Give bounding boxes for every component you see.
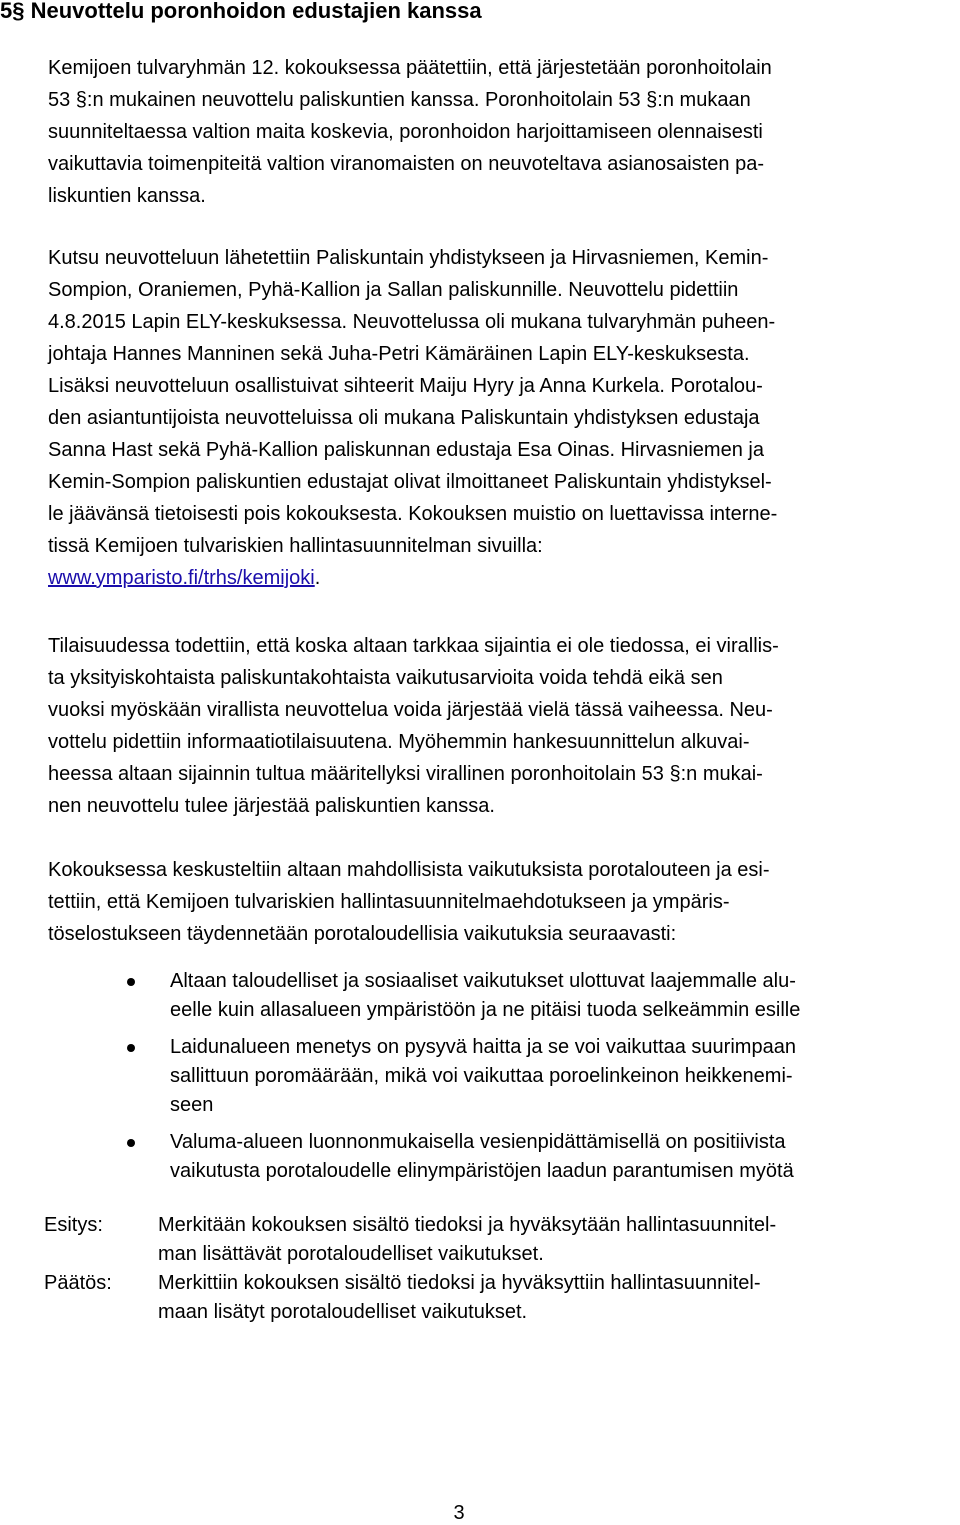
page-number: 3	[453, 1502, 465, 1524]
text-line: maan lisätyt porotaloudelliset vaikutukset.	[158, 1301, 528, 1323]
text-line: seen	[170, 1094, 214, 1116]
section-heading: 5§ Neuvottelu poronhoidon edustajien kanssa	[0, 0, 482, 23]
text-line: sallittuun poromäärään, mikä voi vaikuttaa poroelinkeinon heikkenemi-	[170, 1065, 793, 1087]
text-line: Kemin-Sompion paliskuntien edustajat olivat ilmoittaneet Paliskuntain yhdistyksel-	[48, 471, 772, 493]
text-line: Lisäksi neuvotteluun osallistuivat sihteerit Maiju Hyry ja Anna Kurkela. Porotalou-	[48, 375, 763, 397]
text-line: vaikuttavia toimenpiteitä valtion viranomaisten on neuvoteltava asianosaisten pa-	[48, 153, 764, 175]
text-line: Laidunalueen menetys on pysyvä haitta ja se voi vaikuttaa suurimpaan	[170, 1036, 796, 1058]
text-line: suunniteltaessa valtion maita koskevia, poronhoidon harjoittamiseen olennaisesti	[48, 121, 763, 143]
link-line	[48, 562, 954, 594]
list-item	[120, 1033, 960, 1120]
text-line: vuoksi myöskään virallista neuvottelua voida järjestää vielä tässä vaiheessa. Neu-	[48, 699, 773, 721]
text-line: tettiin, että Kemijoen tulvariskien hallintasuunnitelmaehdotukseen ja ympäris-	[48, 891, 730, 913]
link-suffix: .	[314, 567, 321, 589]
list-item	[120, 1128, 960, 1186]
text-line: Sanna Hast sekä Pyhä-Kallion paliskunnan edustaja Esa Oinas. Hirvasniemen ja	[48, 439, 764, 461]
proposal-label: Esitys:	[44, 1214, 103, 1236]
text-line: heessa altaan sijainnin tultua määritellyksi virallinen poronhoitolain 53 §:n mukai-	[48, 763, 763, 785]
text-line: 4.8.2015 Lapin ELY-keskuksessa. Neuvottelussa oli mukana tulvaryhmän puheen-	[48, 311, 776, 333]
text-line: Tilaisuudessa todettiin, että koska altaan tarkkaa sijaintia ei ole tiedossa, ei virallis-	[48, 635, 779, 657]
text-line: Valuma-alueen luonnonmukaisella vesienpidättämisellä on positiivista	[170, 1131, 786, 1153]
paragraph-tulvaryhma-decision	[48, 52, 954, 212]
text-line: töselostukseen täydennetään porotaloudellisia vaikutuksia seuraavasti:	[48, 923, 677, 945]
text-line: Sompion, Oraniemen, Pyhä-Kallion ja Sallan paliskunnille. Neuvottelu pidettiin	[48, 279, 739, 301]
text-line: nen neuvottelu tulee järjestää paliskuntien kanssa.	[48, 795, 495, 817]
text-line: Kemijoen tulvaryhmän 12. kokouksessa päätettiin, että järjestetään poronhoitolain	[48, 57, 772, 79]
proposal-text	[158, 1211, 776, 1269]
text-line: ta yksityiskohtaista paliskuntakohtaista vaikutusarvioita voida tehdä eikä sen	[48, 667, 723, 689]
paragraph-information-event	[48, 630, 954, 822]
decision-text	[158, 1269, 761, 1327]
text-line: Altaan taloudelliset ja sosiaaliset vaikutukset ulottuvat laajemmalle alu-	[170, 970, 796, 992]
text-line: johtaja Hannes Manninen sekä Juha-Petri Kämäräinen Lapin ELY-keskuksesta.	[48, 343, 750, 365]
text-line: man lisättävät porotaloudelliset vaikutukset.	[158, 1243, 544, 1265]
bullet-icon	[127, 1044, 135, 1052]
text-line: vaikutusta porotaloudelle elinympäristöjen laadun parantumisen myötä	[170, 1160, 794, 1182]
list-item	[120, 967, 960, 1025]
text-line: Merkitään kokouksen sisältö tiedoksi ja hyväksytään hallintasuunnitel-	[158, 1214, 777, 1236]
text-line: tissä Kemijoen tulvariskien hallintasuunnitelman sivuilla:	[48, 535, 543, 557]
impact-list	[120, 967, 960, 1186]
paragraph-meeting-invitation	[48, 242, 954, 594]
kemijoki-link[interactable]: www.ymparisto.fi/trhs/kemijoki	[48, 567, 315, 589]
bullet-icon	[127, 1139, 135, 1147]
text-line: Kokouksessa keskusteltiin altaan mahdollisista vaikutuksista porotalouteen ja esi-	[48, 859, 770, 881]
paragraph-impacts-intro	[48, 854, 954, 950]
text-line: eelle kuin allasalueen ympäristöön ja ne pitäisi tuoda selkeämmin esille	[170, 999, 801, 1021]
text-line: liskuntien kanssa.	[48, 185, 206, 207]
text-line: Merkittiin kokouksen sisältö tiedoksi ja hyväksyttiin hallintasuunnitel-	[158, 1272, 761, 1294]
bullet-icon	[127, 978, 135, 986]
text-line: vottelu pidettiin informaatiotilaisuutena. Myöhemmin hankesuunnittelun alkuvai-	[48, 731, 750, 753]
text-line: den asiantuntijoista neuvotteluissa oli mukana Paliskuntain yhdistyksen edustaja	[48, 407, 760, 429]
text-line: Kutsu neuvotteluun lähetettiin Paliskuntain yhdistykseen ja Hirvasniemen, Kemin-	[48, 247, 769, 269]
text-line: le jäävänsä tietoisesti pois kokouksesta. Kokouksen muistio on luettavissa interne-	[48, 503, 778, 525]
text-line: 53 §:n mukainen neuvottelu paliskuntien kanssa. Poronhoitolain 53 §:n mukaan	[48, 89, 751, 111]
decision-label: Päätös:	[44, 1272, 112, 1294]
